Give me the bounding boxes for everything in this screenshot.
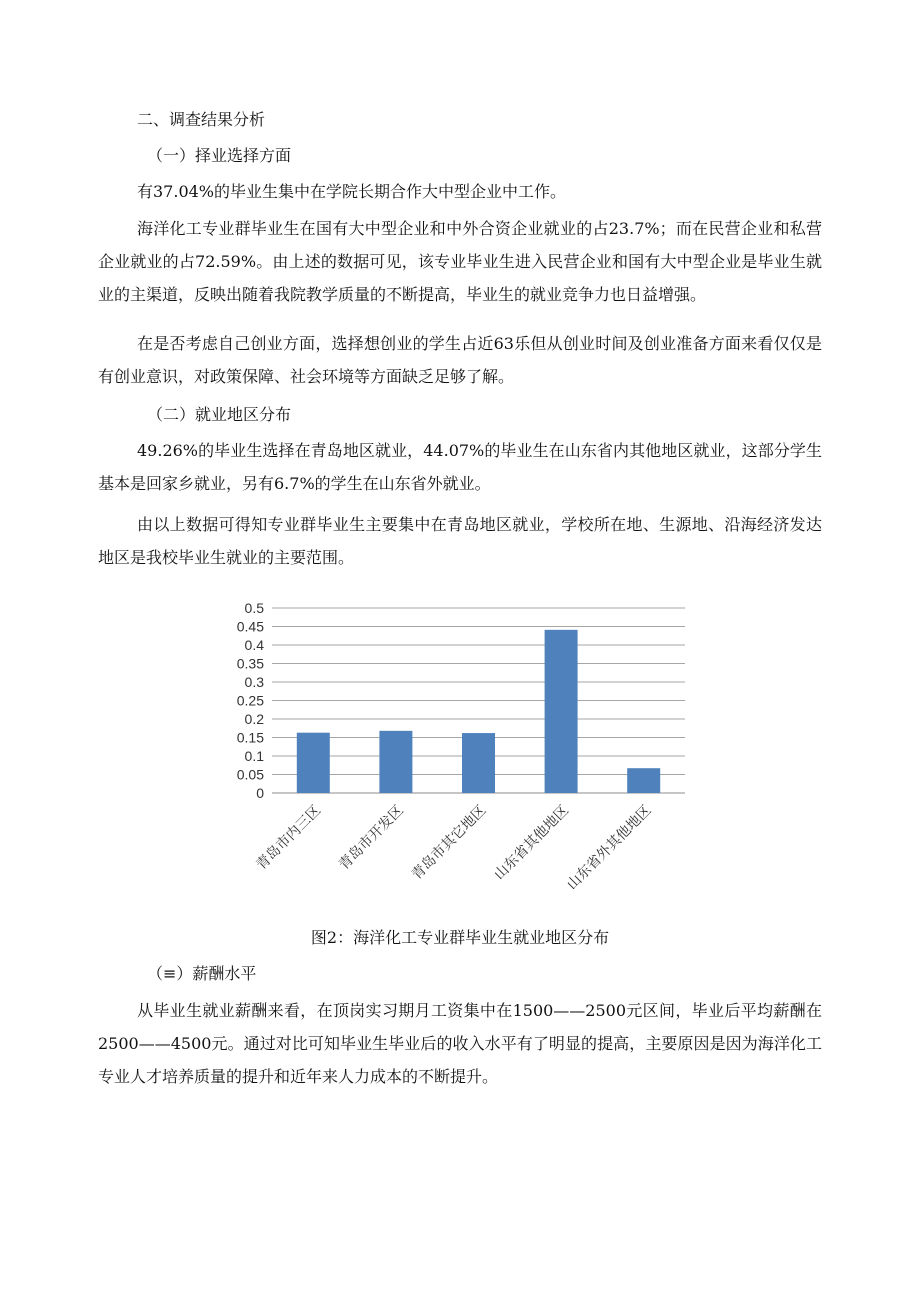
- category-label: 青岛市其它地区: [408, 802, 490, 884]
- y-tick-label: 0.2: [244, 711, 264, 727]
- category-label: 山东省其他地区: [491, 802, 572, 884]
- y-tick-label: 0.3: [244, 674, 264, 690]
- paragraph-region-summary: 由以上数据可得知专业群毕业生主要集中在青岛地区就业，学校所在地、生源地、沿海经济发达地区是我校毕业生就业的主要范围。: [98, 515, 822, 567]
- y-tick-label: 0.15: [236, 729, 264, 746]
- y-tick-label: 0.25: [236, 692, 264, 709]
- bar-1: [297, 733, 330, 793]
- paragraph-entrepreneurship: 在是否考虑自己创业方面，选择想创业的学生占近63乐但从创业时间及创业准备方面来看仅仅是有创业意识，对政策保障、社会环境等方面缺乏足够了解。: [98, 334, 822, 386]
- paragraph-salary: 从毕业生就业薪酬来看，在顶岗实习期月工资集中在1500——2500元区间，毕业后平均薪酬在2500——4500元。通过对比可知毕业生毕业后的收入水平有了明显的提高，主要原因是因为海洋化工专业人才培养质量的提升和近年来人力成本的不断提升。: [98, 1001, 822, 1086]
- section-heading: 二、调查结果分析: [137, 110, 266, 129]
- y-tick-label: 0.05: [236, 766, 264, 783]
- y-tick-label: 0.35: [236, 655, 264, 672]
- category-label: 青岛市开发区: [336, 802, 407, 874]
- y-tick-label: 0.5: [244, 600, 264, 616]
- y-tick-label: 0.4: [244, 637, 264, 653]
- category-label: 山东省外其他地区: [564, 802, 655, 894]
- y-tick-label: 0: [256, 785, 264, 801]
- region-bar-chart: [225, 592, 695, 912]
- bar-4: [545, 630, 578, 793]
- bar-5: [627, 768, 660, 793]
- paragraph-enterprise-types: 海洋化工专业群毕业生在国有大中型企业和中外合资企业就业的占23.7%；而在民营企业和私营企业就业的占72.59%。由上述的数据可见，该专业毕业生进入民营企业和国有大中型企业是毕业生就业的主渠道，反映出随着我院教学质量的不断提高，毕业生的就业竞争力也日益增强。: [98, 219, 822, 304]
- bar-2: [379, 731, 412, 793]
- paragraph-region-stats: 49.26%的毕业生选择在青岛地区就业，44.07%的毕业生在山东省内其他地区就业，这部分学生基本是回家乡就业，另有6.7%的学生在山东省外就业。: [98, 441, 822, 493]
- y-tick-label: 0.45: [236, 618, 264, 635]
- subheading-salary: （≡）薪酬水平: [147, 964, 257, 983]
- bar-3: [462, 733, 495, 793]
- subheading-career-choice: （一）择业选择方面: [147, 146, 292, 165]
- subheading-region: （二）就业地区分布: [147, 405, 292, 424]
- figure-caption: 图2：海洋化工专业群毕业生就业地区分布: [310, 928, 610, 947]
- paragraph-cooperation: 有37.04%的毕业生集中在学院长期合作大中型企业中工作。: [137, 182, 567, 201]
- category-label: 青岛市内三区: [253, 802, 325, 874]
- y-tick-label: 0.1: [244, 748, 264, 764]
